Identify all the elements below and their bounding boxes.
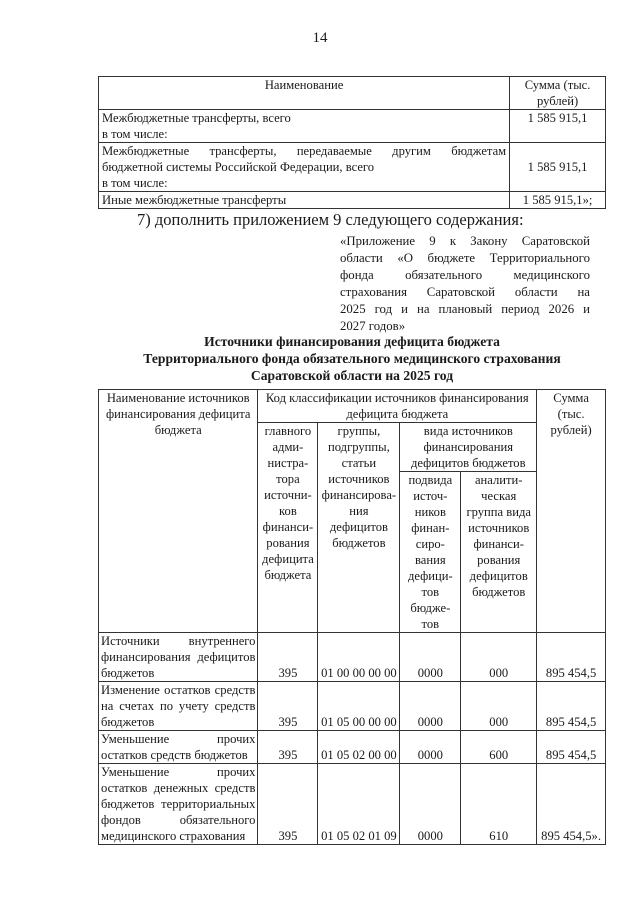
appendix-line: области «О бюджете Территориального xyxy=(340,251,590,265)
header-admin: главного адми-нистра-тора источни-ков финанси-рования дефицита бюджета xyxy=(258,423,318,633)
row-group: 01 05 00 00 00 xyxy=(318,682,400,731)
row-sum: 895 454,5 xyxy=(537,731,606,764)
appendix-line: фонда обязательного медицинского xyxy=(340,268,590,282)
row-name-line: бюджетной системы Российской Федерации, всего xyxy=(102,160,375,174)
row-analytic: 000 xyxy=(461,633,537,682)
row-name-line: Межбюджетные трансферты, передаваемые другим бюджетам xyxy=(102,144,507,158)
header-name: Наименование xyxy=(99,77,510,110)
header-subkind: подвида источ-ников финан-сиро-вания дефици-тов бюдже-тов xyxy=(400,472,461,633)
row-analytic: 000 xyxy=(461,682,537,731)
table-row xyxy=(99,143,606,192)
appendix-line: «Приложение 9 к Закону Саратовской xyxy=(340,234,590,248)
row-name: Иные межбюджетные трансферты xyxy=(99,192,510,209)
table-row xyxy=(99,764,606,845)
header-kind-group: вида источников финансирования дефицитов бюджетов xyxy=(400,423,537,472)
appendix-line: страхования Саратовской области на xyxy=(340,285,590,299)
row-analytic: 600 xyxy=(461,731,537,764)
appendix-reference xyxy=(340,233,590,335)
header-name: Наименование источников финансирования дефицита бюджета xyxy=(99,390,258,633)
row-name: Уменьшение прочих остатков денежных средств бюджетов территориальных фондов обязательного медицинского страхования xyxy=(99,764,258,845)
row-name xyxy=(99,143,510,192)
row-sum: 895 454,5». xyxy=(537,764,606,845)
deficit-sources-table xyxy=(98,389,606,845)
row-name-line: в том числе: xyxy=(102,127,168,141)
row-name: Изменение остатков средств на счетах по учету средств бюджетов xyxy=(99,682,258,731)
title-line: Территориального фонда обязательного медицинского страхования xyxy=(143,351,561,366)
row-sum: 895 454,5 xyxy=(537,682,606,731)
header-code-group: Код классификации источников финансирования дефицита бюджета xyxy=(258,390,537,423)
row-subkind: 0000 xyxy=(400,633,461,682)
section-title xyxy=(98,333,606,384)
row-admin: 395 xyxy=(258,633,318,682)
transfers-table xyxy=(98,76,606,209)
row-name xyxy=(99,110,510,143)
row-subkind: 0000 xyxy=(400,682,461,731)
title-line: Саратовской области на 2025 год xyxy=(250,368,454,383)
row-admin: 395 xyxy=(258,682,318,731)
header-analytic: аналити-ческая группа вида источников финанси-рования дефицитов бюджетов xyxy=(461,472,537,633)
row-name: Уменьшение прочих остатков средств бюджетов xyxy=(99,731,258,764)
row-group: 01 05 02 01 09 xyxy=(318,764,400,845)
row-sum: 1 585 915,1 xyxy=(510,143,606,192)
row-group: 01 00 00 00 00 xyxy=(318,633,400,682)
row-sum: 1 585 915,1»; xyxy=(510,192,606,209)
row-name-line: Межбюджетные трансферты, всего xyxy=(102,111,291,125)
table-row xyxy=(99,633,606,682)
row-subkind: 0000 xyxy=(400,731,461,764)
table-header-row xyxy=(99,77,606,110)
row-admin: 395 xyxy=(258,764,318,845)
table-row xyxy=(99,110,606,143)
appendix-line: 2025 год и на плановый период 2026 и xyxy=(340,302,590,316)
header-sum: Сумма (тыс. рублей) xyxy=(537,390,606,633)
row-group: 01 05 02 00 00 xyxy=(318,731,400,764)
table-header-row xyxy=(99,390,606,423)
table-row xyxy=(99,731,606,764)
row-sum: 895 454,5 xyxy=(537,633,606,682)
row-subkind: 0000 xyxy=(400,764,461,845)
row-analytic: 610 xyxy=(461,764,537,845)
appendix-line: 2027 годов» xyxy=(340,319,406,333)
amendment-item-7: 7) дополнить приложением 9 следующего содержания: xyxy=(137,210,524,229)
table-row xyxy=(99,682,606,731)
row-name: Источники внутреннего финансирования дефицитов бюджетов xyxy=(99,633,258,682)
title-line: Источники финансирования дефицита бюджета xyxy=(204,334,500,349)
header-group: группы, подгруппы, статьи источников финансирова-ния дефицитов бюджетов xyxy=(318,423,400,633)
row-sum: 1 585 915,1 xyxy=(510,110,606,143)
row-admin: 395 xyxy=(258,731,318,764)
table-row xyxy=(99,192,606,209)
page-number: 14 xyxy=(312,30,328,46)
header-sum: Сумма (тыс. рублей) xyxy=(510,77,606,110)
row-name-line: в том числе: xyxy=(102,176,168,190)
